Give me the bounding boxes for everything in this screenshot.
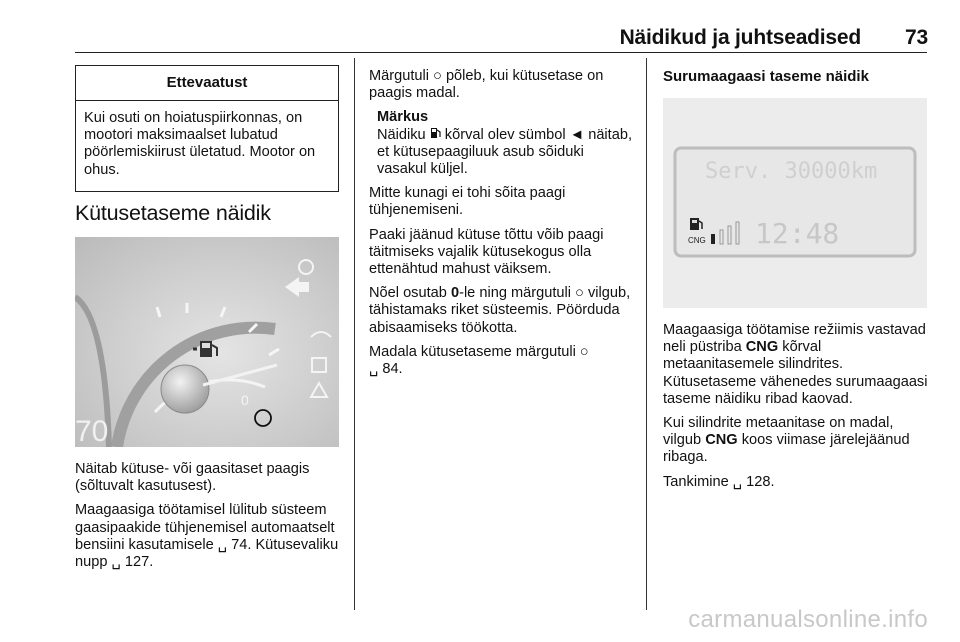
page-reference-link[interactable]: 74 bbox=[231, 536, 248, 553]
low-fuel-paragraph: Märgutuli ○ põleb, kui kütusetase on paagis madal. bbox=[369, 68, 604, 102]
left-column-text bbox=[75, 461, 341, 578]
gauge-hub bbox=[161, 365, 209, 413]
header-rule bbox=[75, 52, 927, 53]
section-title-cng-gauge: Surumaagaasi taseme näidik bbox=[663, 68, 869, 85]
page-number: 73 bbox=[905, 26, 928, 49]
middle-paragraph-5: Madala kütusetaseme märgutuli ○ ␣ 84. bbox=[369, 343, 589, 378]
cng-display-illustration bbox=[663, 98, 927, 308]
page-reference-link[interactable]: 127. bbox=[124, 554, 154, 571]
note-box: Märkus Näidiku kõrval olev sümbol ◄ näitab, et kütusepaagiluuk asub sõiduki vasakul küljel. bbox=[377, 109, 635, 178]
middle-column-text bbox=[369, 68, 635, 385]
reference-icon: ␣ bbox=[369, 361, 379, 378]
clock-reading: 12:48 bbox=[755, 217, 840, 250]
fuel-gauge-paragraph-1: Näitab kütuse- või gaasitaset paagis (sõltuvalt kasutusest). bbox=[75, 461, 310, 495]
reference-icon: ␣ bbox=[111, 554, 121, 571]
reference-icon: ␣ bbox=[732, 473, 743, 490]
column-divider-right bbox=[646, 58, 647, 610]
cng-label: CNG bbox=[688, 236, 706, 245]
note-title: Märkus bbox=[377, 109, 429, 126]
page-title: Näidikud ja juhtseadised bbox=[619, 26, 862, 49]
caution-text: Kui osuti on hoiatuspiirkonnas, on mootori maksimaalset lubatud pöörlemiskiirust ületatud. Mootor on ohus. bbox=[84, 110, 316, 178]
column-divider-left bbox=[354, 58, 355, 610]
page-reference-link[interactable]: 84. bbox=[382, 361, 403, 378]
fuel-gauge-illustration bbox=[75, 237, 339, 447]
middle-paragraph-2: Mitte kunagi ei tohi sõita paagi tühjenemiseni. bbox=[369, 185, 566, 219]
reference-icon: ␣ bbox=[217, 536, 228, 553]
caution-box bbox=[75, 65, 339, 192]
service-reading: Serv. 30000km bbox=[705, 159, 878, 184]
fuel-gauge-paragraph-2: Maagaasiga töötamisel lülitub süsteem gaasipaakide tühjenemisel automaatselt bensiini kasutamisele ␣ 74. Kütusevaliku nupp ␣ 127. bbox=[75, 502, 339, 571]
watermark-text: carmanualsonline.info bbox=[688, 606, 928, 633]
page-header bbox=[0, 26, 928, 50]
middle-paragraph-4: Nõel osutab 0-le ning märgutuli ○ vilgub, tähistamaks riket süsteemis. Pöörduda abisaamiseks töökotta. bbox=[369, 285, 631, 336]
right-column-text bbox=[663, 322, 929, 498]
speed-label: 70 bbox=[75, 415, 109, 447]
gauge-zero-label: 0 bbox=[241, 392, 249, 408]
middle-paragraph-3: Paaki jäänud kütuse tõttu võib paagi täitmiseks vajalik kütusekogus olla ettenähtud mahust väiksem. bbox=[369, 226, 604, 278]
page-reference-link[interactable]: 128. bbox=[746, 473, 775, 490]
fuel-pump-icon bbox=[430, 127, 441, 139]
section-title-fuel-gauge: Kütusetaseme näidik bbox=[75, 201, 271, 225]
cng-paragraph-1: Maagaasiga töötamise režiimis vastavad neli püstriba CNG kõrval metaanitasemele silindrites. Kütusetaseme vähenedes surumaagaasi taseme näidiku ribad kaovad. bbox=[663, 322, 928, 407]
caution-title: Ettevaatust bbox=[76, 66, 338, 101]
cng-paragraph-3: Tankimine ␣ 128. bbox=[663, 473, 775, 490]
cng-paragraph-2: Kui silindrite metaanitase on madal, vilgub CNG koos viimase järelejäänud ribaga. bbox=[663, 415, 910, 466]
